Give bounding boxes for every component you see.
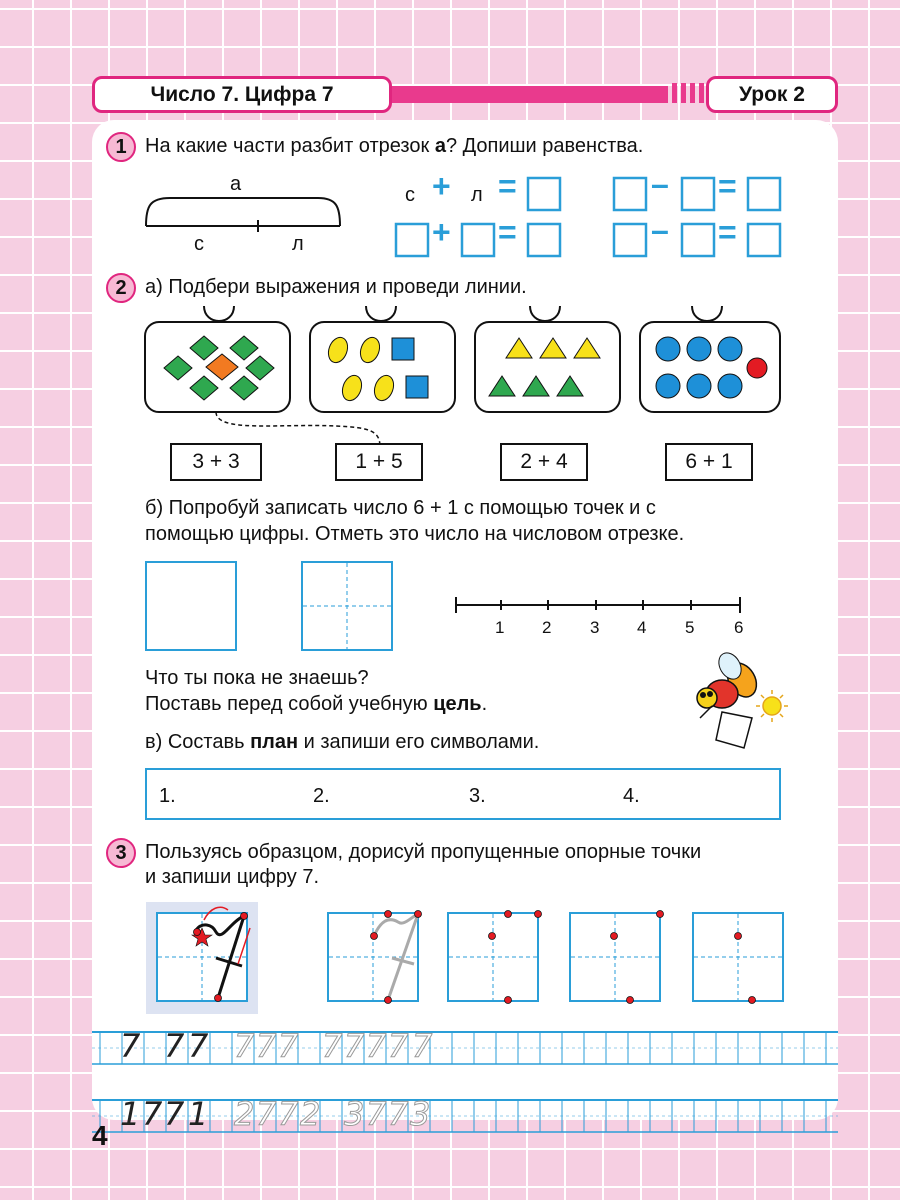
plus-sign: + [432, 168, 451, 204]
answer-box[interactable] [528, 178, 560, 210]
goal-text: Поставь перед собой учебную цель. [145, 693, 488, 715]
practice-glyph: 7 [120, 1027, 141, 1065]
equation-first-term: с [405, 184, 415, 206]
task-3-line-1: Пользуясь образцом, дорисуй пропущенные опорные точки [145, 841, 702, 863]
task-2b-line-1: б) Попробуй записать число 6 + 1 с помощью точек и с [145, 497, 656, 519]
number-line-tick-label: 6 [734, 618, 744, 637]
number-line-tick-label: 2 [542, 618, 552, 637]
practice-glyph: 7 [412, 1027, 433, 1065]
number-line-tick-label: 4 [637, 618, 647, 637]
answer-box[interactable] [528, 224, 560, 256]
expression-box[interactable]: 3 + 3 [170, 443, 262, 481]
answer-box[interactable] [462, 224, 494, 256]
segment-label-left: с [194, 233, 204, 255]
equals-sign: = [718, 214, 737, 250]
practice-glyph: 7 [278, 1027, 299, 1065]
number-line-tick-label: 3 [590, 618, 600, 637]
plus-sign: + [432, 214, 451, 250]
practice-glyph: 2 [300, 1095, 321, 1133]
segment-label-top: а [230, 173, 242, 195]
practice-glyph: 7 [234, 1027, 255, 1065]
equals-sign: = [718, 168, 737, 204]
plan-item: 1. [159, 785, 176, 807]
plan-box[interactable] [145, 768, 781, 820]
task-3-number: 3 [106, 838, 136, 868]
answer-box[interactable] [682, 178, 714, 210]
answer-box[interactable] [748, 178, 780, 210]
practice-glyph: 1 [120, 1095, 141, 1133]
expression-box[interactable]: 1 + 5 [335, 443, 423, 481]
practice-glyph: 7 [142, 1095, 163, 1133]
expression-box[interactable]: 6 + 1 [665, 443, 753, 481]
red-circle [747, 358, 767, 378]
practice-glyph: 7 [366, 1027, 387, 1065]
practice-glyph: 7 [366, 1095, 387, 1133]
plan-item: 2. [313, 785, 330, 807]
task-2-number: 2 [106, 273, 136, 303]
practice-glyph: 7 [188, 1027, 209, 1065]
number-line-tick-label: 5 [685, 618, 695, 637]
task-1-number: 1 [106, 132, 136, 162]
picture-cards [145, 322, 780, 412]
practice-glyph: 3 [344, 1095, 365, 1133]
answer-box[interactable] [614, 178, 646, 210]
practice-glyph: 7 [388, 1095, 409, 1133]
bee-mascot-illustration [697, 649, 788, 748]
dots-box[interactable] [146, 562, 236, 650]
lesson-number: Урок 2 [706, 76, 838, 113]
practice-glyph: 7 [278, 1095, 299, 1133]
answer-box[interactable] [682, 224, 714, 256]
equation-second-term: л [471, 184, 483, 206]
practice-glyph: 7 [322, 1027, 343, 1065]
minus-sign: – [651, 212, 669, 248]
task-2b-line-2: помощью цифры. Отметь это число на числовом отрезке. [145, 523, 685, 545]
plan-item: 4. [623, 785, 640, 807]
practice-glyph: 2 [234, 1095, 255, 1133]
lesson-title: Число 7. Цифра 7 [92, 76, 392, 113]
segment-a [146, 198, 340, 232]
question-text: Что ты пока не знаешь? [145, 667, 369, 689]
answer-box[interactable] [396, 224, 428, 256]
expression-box[interactable]: 2 + 4 [500, 443, 588, 481]
practice-glyph: 7 [256, 1095, 277, 1133]
minus-sign: – [651, 166, 669, 202]
task-2c-instruction: в) Составь план и запиши его символами. [145, 731, 540, 753]
answer-box[interactable] [748, 224, 780, 256]
task-2a-instruction: а) Подбери выражения и проведи линии. [145, 276, 527, 298]
practice-glyph: 7 [256, 1027, 277, 1065]
page-number: 4 [92, 1120, 108, 1151]
task-1-instruction: На какие части разбит отрезок а? Допиши равенства. [145, 135, 644, 157]
practice-glyph: 7 [388, 1027, 409, 1065]
equals-sign: = [498, 168, 517, 204]
practice-glyph: 7 [164, 1027, 185, 1065]
equals-sign: = [498, 214, 517, 250]
answer-box[interactable] [614, 224, 646, 256]
card-handles [204, 306, 722, 321]
practice-glyph: 1 [188, 1095, 209, 1133]
segment-label-right: л [292, 233, 304, 255]
number-line[interactable] [456, 597, 740, 613]
practice-glyph: 7 [344, 1027, 365, 1065]
practice-glyph: 7 [164, 1095, 185, 1133]
plan-item: 3. [469, 785, 486, 807]
practice-glyph: 3 [410, 1095, 431, 1133]
task-3-line-2: и запиши цифру 7. [145, 866, 320, 888]
number-line-tick-label: 1 [495, 618, 505, 637]
